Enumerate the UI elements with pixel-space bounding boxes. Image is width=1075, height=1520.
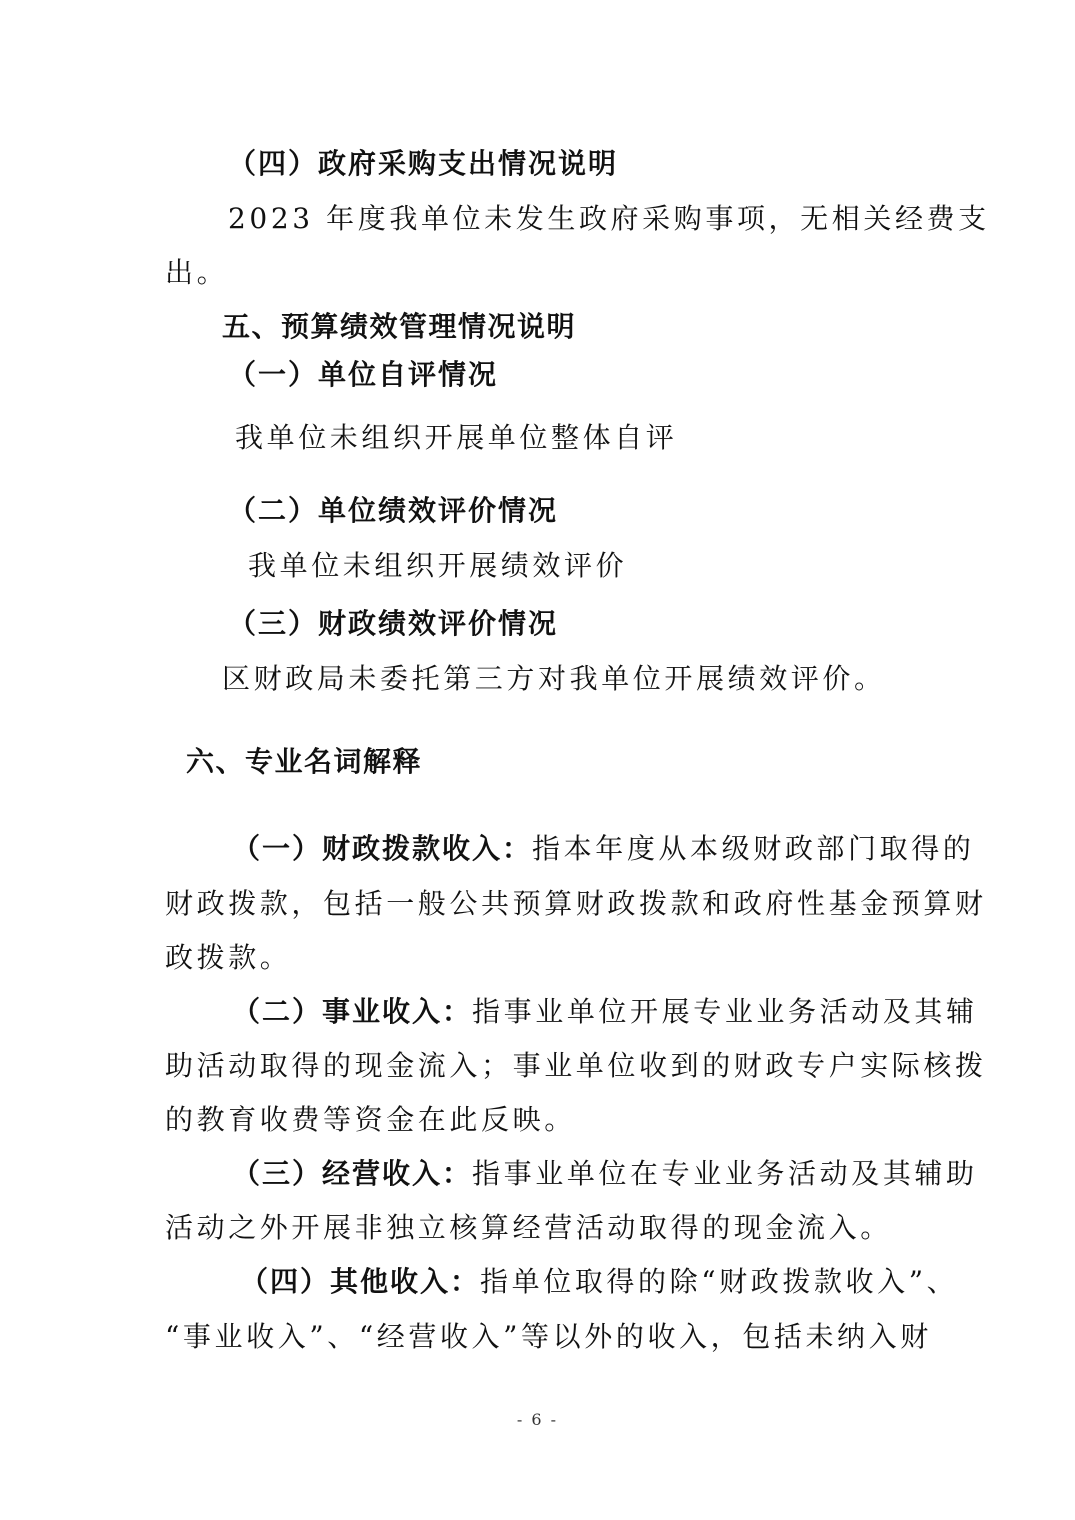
self-evaluation-text: 我单位未组织开展单位整体自评 [235, 421, 678, 454]
self-evaluation-heading: （一）单位自评情况 [228, 358, 499, 391]
fiscal-evaluation-text: 区财政局未委托第三方对我单位开展绩效评价。 [222, 662, 886, 695]
procurement-para-line1: 2023 年度我单位未发生政府采购事项，无相关经费支 [228, 202, 990, 235]
term1-first-line [232, 829, 974, 869]
term2-first-line [232, 992, 978, 1032]
term1-text-line1: 指本年度从本级财政部门取得的 [532, 832, 975, 865]
page-number: - 6 - [516, 1410, 559, 1429]
term2-text-line1: 指事业单位开展专业业务活动及其辅 [472, 995, 978, 1028]
section5-heading: 五、预算绩效管理情况说明 [222, 310, 577, 343]
term4-text-line2: “事业收入”、“经营收入”等以外的收入，包括未纳入财 [165, 1320, 932, 1353]
performance-evaluation-heading: （二）单位绩效评价情况 [228, 494, 559, 527]
term1-label: （一）财政拨款收入： [232, 832, 533, 865]
procurement-heading: （四）政府采购支出情况说明 [228, 147, 619, 180]
term2-text-line3: 的教育收费等资金在此反映。 [165, 1103, 576, 1136]
performance-evaluation-text: 我单位未组织开展绩效评价 [248, 549, 628, 582]
term3-text-line2: 活动之外开展非独立核算经营活动取得的现金流入。 [165, 1211, 892, 1244]
term4-first-line [240, 1262, 958, 1302]
term2-text-line2: 助活动取得的现金流入；事业单位收到的财政专户实际核拨 [165, 1049, 987, 1082]
term3-label: （三）经营收入： [232, 1157, 473, 1190]
term4-label: （四）其他收入： [240, 1265, 481, 1298]
procurement-para-line2: 出。 [165, 256, 229, 289]
fiscal-evaluation-heading: （三）财政绩效评价情况 [228, 607, 559, 640]
section6-heading: 六、专业名词解释 [186, 745, 423, 778]
term2-label: （二）事业收入： [232, 995, 473, 1028]
term3-text-line1: 指事业单位在专业业务活动及其辅助 [472, 1157, 978, 1190]
term1-text-line2: 财政拨款，包括一般公共预算财政拨款和政府性基金预算财 [165, 887, 987, 920]
term4-text-line1: 指单位取得的除“财政拨款收入”、 [480, 1265, 959, 1298]
term3-first-line [232, 1154, 978, 1194]
term1-text-line3: 政拨款。 [165, 941, 292, 974]
